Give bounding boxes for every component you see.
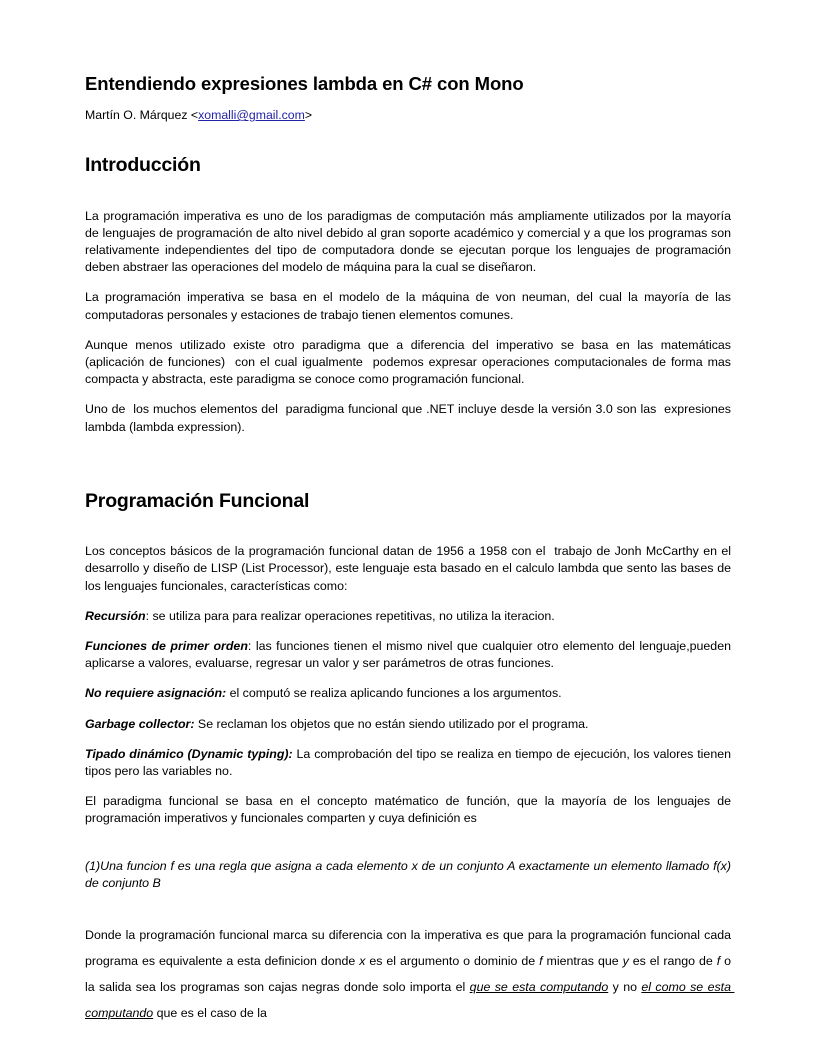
term-recursion: [85, 608, 731, 625]
functional-closing-paragraph: El paradigma funcional se basa en el concepto matématico de función, que la mayoría de los lenguajes de programación imperativos y funcionales comparten y cuya definición es: [85, 794, 735, 826]
term-tipado-dinamico: [85, 746, 735, 780]
intro-paragraph-1: La programación imperativa es uno de los paradigmas de computación más ampliamente utilizados por la mayoría de lenguajes de programación de alto nivel debido al gran soporte académico y comercial y a que los programas son relativamente independientes del tipo de computadora donde se ejecutan porque los lenguajes de programación deben abstraer las operaciones del modelo de máquina para la cual se diseñaron.: [85, 208, 735, 275]
heading-programacion-funcional: Programación Funcional: [85, 489, 310, 512]
intro-paragraph-4: Uno de los muchos elementos del paradigma funcional que .NET incluye desde la versión 3.0 son las expresiones lambda (lambda expression).: [85, 402, 735, 434]
final-paragraph: [85, 922, 735, 1026]
heading-introduccion: Introducción: [85, 154, 201, 177]
document-content: [85, 72, 735, 1026]
final-paragraph-segment: o la salida sea los programas son cajas negras donde solo importa el: [85, 953, 735, 994]
term-garbage-collector: [85, 716, 731, 733]
math-variable-f: f: [716, 953, 721, 968]
term-description: La comprobación del tipo se realiza en tiempo de ejecución, los valores tienen tipos pero las variables no.: [85, 746, 735, 778]
term-lead-label: Recursión: [85, 608, 146, 623]
emphasis-que-se-esta-computando: que se esta computando: [469, 979, 609, 994]
final-paragraph-segment: mientras que: [542, 953, 623, 968]
final-paragraph-segment: y no: [608, 979, 642, 994]
final-paragraph-segment: es el argumento o dominio de: [365, 953, 540, 968]
final-paragraph-segment: es el rango de: [628, 953, 717, 968]
term-description: : las funciones tienen el mismo nivel que cualquier otro elemento del lenguaje,pueden aplicarse a valores, evaluarse, regresar un valor y ser parámetros de otras funciones.: [85, 638, 735, 671]
term-lead-label: Garbage collector:: [85, 716, 195, 731]
term-funciones-primer-orden: [85, 638, 735, 672]
term-lead-label: Funciones de primer orden: [85, 638, 248, 653]
author-byline: [85, 108, 731, 124]
final-paragraph-segment: Donde la programación funcional marca su diferencia con la imperativa es que para la programación funcional cada programa es equivalente a esta definicion donde: [85, 927, 735, 968]
page-title: Entendiendo expresiones lambda en C# con Mono: [85, 73, 524, 94]
final-paragraph-segment: que es el caso de la: [153, 1005, 267, 1020]
author-email-bracket-close: >: [304, 108, 313, 123]
term-lead-label: No requiere asignación:: [85, 686, 227, 701]
math-variable-f: f: [539, 953, 543, 968]
definition-blockquote: (1)Una funcion f es una regla que asigna a cada elemento x de un conjunto A exactamente un elemento llamado f(x) de conjunto B: [85, 858, 735, 890]
term-description: : se utiliza para para realizar operaciones repetitivas, no utiliza la iteracion.: [145, 608, 555, 623]
math-variable-x: x: [359, 953, 366, 968]
intro-paragraph-2: La programación imperativa se basa en el modelo de la máquina de von neuman, del cual la mayoría de las computadoras personales y estaciones de trabajo tienen elementos comunes.: [85, 290, 735, 322]
term-no-requiere-asignacion: [85, 685, 731, 702]
math-variable-y: y: [622, 953, 629, 968]
functional-intro-paragraph: Los conceptos básicos de la programación funcional datan de 1956 a 1958 con el trabajo de Jonh McCarthy en el desarrollo y diseño de LISP (List Processor), este lenguaje esta basado en el calculo lambda que sento las bases de los lenguajes funcionales, características como:: [85, 544, 735, 593]
term-description: el computó se realiza aplicando funciones a los argumentos.: [226, 686, 562, 701]
intro-paragraph-3: Aunque menos utilizado existe otro paradigma que a diferencia del imperativo se basa en las matemáticas (aplicación de funciones) con el cual igualmente podemos expresar operaciones computacionales de forma mas compacta y abstracta, este paradigma se conoce como programación funcional.: [85, 337, 735, 387]
author-email-link[interactable]: xomalli@gmail.com: [198, 108, 305, 123]
term-description: Se reclaman los objetos que no están siendo utilizado por el programa.: [194, 716, 589, 731]
term-lead-label: Tipado dinámico (Dynamic typing):: [85, 746, 293, 761]
emphasis-el-como-se-esta-computando: el como se esta computando: [85, 979, 735, 1020]
author-name: Martín O. Márquez <: [85, 108, 199, 123]
